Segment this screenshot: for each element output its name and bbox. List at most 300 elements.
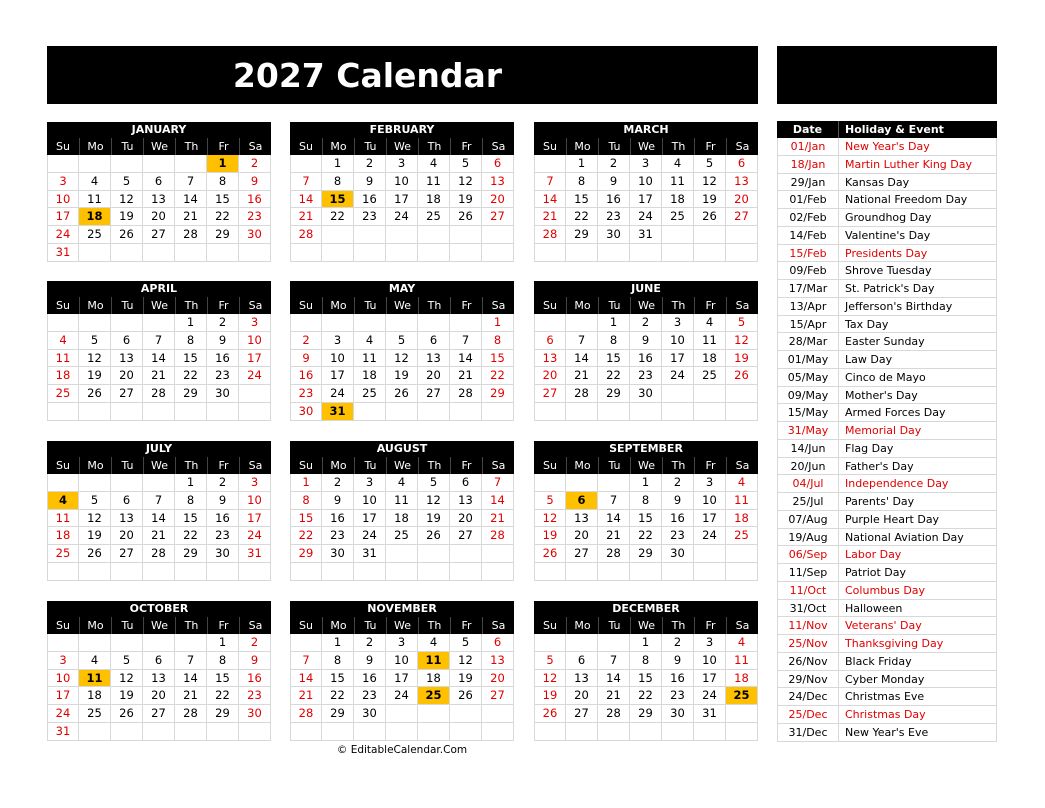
empty-day-cell — [354, 314, 386, 332]
weekday-label: Tu — [111, 297, 143, 314]
day-cell: 12 — [450, 652, 482, 670]
weekday-label: Th — [175, 457, 207, 474]
weekday-label: Su — [56, 619, 70, 632]
empty-day-cell — [418, 314, 450, 332]
holiday-row — [777, 316, 997, 334]
day-cell: 29 — [175, 545, 207, 563]
empty-day-cell — [534, 563, 566, 581]
day-cell: 7 — [143, 332, 175, 350]
empty-day-cell — [143, 634, 175, 652]
holiday-date-header: Date — [777, 121, 839, 138]
day-cell: 30 — [630, 385, 662, 403]
empty-day-cell — [386, 403, 418, 421]
day-cell: 11 — [354, 350, 386, 368]
day-cell: 1 — [175, 314, 207, 332]
weekday-label: We — [630, 297, 662, 314]
day-cell: 5 — [534, 492, 566, 510]
holiday-row — [777, 174, 997, 192]
weekday-label: Fr — [450, 457, 482, 474]
day-cell: 13 — [143, 670, 175, 688]
day-cell: 27 — [418, 385, 450, 403]
weekday-label: Tu — [598, 457, 630, 474]
day-cell: 5 — [450, 155, 482, 173]
empty-day-cell — [111, 155, 143, 173]
day-cell: 19 — [694, 191, 726, 209]
day-cell: 6 — [418, 332, 450, 350]
weekday-label: We — [143, 617, 175, 634]
day-cell: 21 — [143, 527, 175, 545]
empty-day-cell — [482, 545, 514, 563]
day-cell: 5 — [726, 314, 758, 332]
holiday-name: New Year's Eve — [839, 724, 997, 741]
empty-day-cell — [418, 705, 450, 723]
day-cell: 10 — [47, 670, 79, 688]
month-name: APRIL — [47, 281, 271, 297]
day-cell: 14 — [482, 492, 514, 510]
month-august — [290, 441, 514, 581]
empty-day-cell — [418, 226, 450, 244]
weekday-label: Th — [418, 297, 450, 314]
day-cell: 17 — [239, 510, 271, 528]
holiday-row — [777, 422, 997, 440]
day-cell: 15 — [322, 191, 354, 209]
empty-day-cell — [694, 545, 726, 563]
empty-day-cell — [175, 403, 207, 421]
day-cell: 17 — [662, 350, 694, 368]
empty-day-cell — [450, 723, 482, 741]
empty-day-cell — [450, 403, 482, 421]
empty-day-cell — [566, 634, 598, 652]
holiday-row — [777, 262, 997, 280]
empty-day-cell — [418, 723, 450, 741]
empty-day-cell — [111, 474, 143, 492]
day-cell: 16 — [662, 510, 694, 528]
day-cell: 26 — [111, 705, 143, 723]
holiday-date: 01/Jan — [777, 138, 839, 155]
holiday-row — [777, 706, 997, 724]
day-cell: 21 — [290, 208, 322, 226]
empty-day-cell — [290, 244, 322, 262]
day-cell: 5 — [418, 474, 450, 492]
holiday-date: 28/Mar — [777, 333, 839, 350]
day-cell: 27 — [482, 687, 514, 705]
empty-day-cell — [143, 563, 175, 581]
day-cell: 25 — [386, 527, 418, 545]
weekday-label: We — [143, 297, 175, 314]
weekday-label: We — [143, 138, 175, 155]
day-cell: 30 — [207, 545, 239, 563]
day-cell: 24 — [386, 687, 418, 705]
holiday-date: 17/Mar — [777, 280, 839, 297]
day-cell: 26 — [111, 226, 143, 244]
holiday-name: Thanksgiving Day — [839, 635, 997, 652]
day-cell: 15 — [290, 510, 322, 528]
calendar-title-bar — [47, 46, 758, 104]
empty-day-cell — [290, 723, 322, 741]
month-january — [47, 122, 271, 262]
day-cell: 12 — [111, 670, 143, 688]
day-cell: 3 — [322, 332, 354, 350]
empty-day-cell — [566, 474, 598, 492]
holiday-row — [777, 387, 997, 405]
weekday-label: Sa — [239, 138, 271, 155]
day-cell: 23 — [290, 385, 322, 403]
weekday-label: Tu — [111, 617, 143, 634]
day-cell: 26 — [450, 208, 482, 226]
day-cell: 29 — [207, 705, 239, 723]
day-cell: 8 — [322, 652, 354, 670]
month-name: NOVEMBER — [290, 601, 514, 617]
day-cell: 14 — [566, 350, 598, 368]
day-cell: 10 — [354, 492, 386, 510]
day-cell: 8 — [630, 492, 662, 510]
day-cell: 16 — [290, 367, 322, 385]
weekday-label: Sa — [482, 457, 514, 474]
empty-day-cell — [143, 155, 175, 173]
day-cell: 27 — [143, 226, 175, 244]
day-cell: 3 — [47, 652, 79, 670]
weekday-label: Sa — [726, 457, 758, 474]
day-cell: 6 — [450, 474, 482, 492]
empty-day-cell — [354, 226, 386, 244]
holiday-name: Father's Day — [839, 458, 997, 475]
empty-day-cell — [482, 403, 514, 421]
holiday-date: 11/Oct — [777, 582, 839, 599]
day-cell: 1 — [482, 314, 514, 332]
empty-day-cell — [598, 244, 630, 262]
weekday-label: Th — [418, 457, 450, 474]
empty-day-cell — [386, 226, 418, 244]
day-cell: 12 — [450, 173, 482, 191]
weekday-label: Tu — [354, 457, 386, 474]
empty-day-cell — [482, 723, 514, 741]
day-cell: 9 — [239, 173, 271, 191]
day-cell: 18 — [386, 510, 418, 528]
day-cell: 29 — [322, 705, 354, 723]
day-cell: 11 — [418, 652, 450, 670]
day-cell: 16 — [322, 510, 354, 528]
empty-day-cell — [111, 314, 143, 332]
day-cell: 14 — [598, 670, 630, 688]
day-cell: 31 — [354, 545, 386, 563]
day-cell: 7 — [450, 332, 482, 350]
day-cell: 29 — [290, 545, 322, 563]
day-cell: 23 — [662, 527, 694, 545]
weekday-label: Sa — [482, 138, 514, 155]
day-cell: 22 — [630, 527, 662, 545]
weekday-label: We — [630, 138, 662, 155]
day-cell: 18 — [418, 191, 450, 209]
weekday-label: Su — [543, 140, 557, 153]
empty-day-cell — [322, 226, 354, 244]
day-cell: 15 — [598, 350, 630, 368]
day-cell: 5 — [79, 332, 111, 350]
day-cell: 15 — [175, 350, 207, 368]
day-cell: 29 — [482, 385, 514, 403]
month-december — [534, 601, 758, 741]
day-cell: 10 — [386, 652, 418, 670]
day-cell: 16 — [354, 191, 386, 209]
day-cell: 4 — [694, 314, 726, 332]
weekday-label: Fr — [450, 617, 482, 634]
day-cell: 8 — [322, 173, 354, 191]
day-cell: 10 — [386, 173, 418, 191]
holiday-row — [777, 209, 997, 227]
holiday-name: Parents' Day — [839, 493, 997, 510]
empty-day-cell — [79, 474, 111, 492]
holiday-row — [777, 440, 997, 458]
day-cell: 20 — [482, 670, 514, 688]
day-cell: 27 — [111, 545, 143, 563]
day-cell: 24 — [354, 527, 386, 545]
day-cell: 1 — [598, 314, 630, 332]
day-cell: 18 — [726, 510, 758, 528]
holiday-date: 31/Oct — [777, 600, 839, 617]
day-cell: 3 — [239, 314, 271, 332]
day-grid — [47, 634, 271, 741]
holiday-date: 29/Jan — [777, 174, 839, 191]
holiday-name: Kansas Day — [839, 174, 997, 191]
day-cell: 10 — [662, 332, 694, 350]
weekday-label: We — [386, 297, 418, 314]
day-cell: 10 — [47, 191, 79, 209]
day-cell: 19 — [111, 208, 143, 226]
day-cell: 27 — [726, 208, 758, 226]
day-cell: 28 — [598, 545, 630, 563]
weekday-label: Su — [299, 619, 313, 632]
day-cell: 29 — [175, 385, 207, 403]
day-cell: 15 — [175, 510, 207, 528]
empty-day-cell — [239, 723, 271, 741]
empty-day-cell — [482, 705, 514, 723]
day-cell: 22 — [322, 208, 354, 226]
empty-day-cell — [239, 244, 271, 262]
weekday-label: Mo — [79, 617, 111, 634]
weekday-label: Su — [299, 299, 313, 312]
day-cell: 28 — [290, 705, 322, 723]
holiday-date: 09/May — [777, 387, 839, 404]
holiday-title-bar — [777, 46, 997, 104]
day-cell: 8 — [630, 652, 662, 670]
month-may — [290, 281, 514, 421]
day-cell: 5 — [111, 652, 143, 670]
day-cell: 11 — [726, 492, 758, 510]
weekday-label: Fr — [694, 617, 726, 634]
weekday-label: We — [386, 457, 418, 474]
empty-day-cell — [662, 226, 694, 244]
empty-day-cell — [418, 244, 450, 262]
day-cell: 26 — [79, 385, 111, 403]
holiday-date: 05/May — [777, 369, 839, 386]
day-cell: 14 — [450, 350, 482, 368]
day-cell: 22 — [207, 208, 239, 226]
holiday-row — [777, 280, 997, 298]
day-cell: 3 — [694, 474, 726, 492]
empty-day-cell — [322, 314, 354, 332]
holiday-row — [777, 653, 997, 671]
empty-day-cell — [534, 634, 566, 652]
day-cell: 3 — [239, 474, 271, 492]
day-cell: 11 — [386, 492, 418, 510]
holiday-row — [777, 546, 997, 564]
weekday-label: Fr — [207, 617, 239, 634]
day-cell: 22 — [322, 687, 354, 705]
holiday-row — [777, 671, 997, 689]
empty-day-cell — [598, 563, 630, 581]
holiday-name: Groundhog Day — [839, 209, 997, 226]
empty-day-cell — [79, 244, 111, 262]
day-cell: 21 — [175, 687, 207, 705]
weekday-label: Th — [175, 617, 207, 634]
weekday-label: Sa — [239, 457, 271, 474]
holiday-row — [777, 156, 997, 174]
empty-day-cell — [450, 314, 482, 332]
day-cell: 4 — [386, 474, 418, 492]
day-cell: 16 — [630, 350, 662, 368]
day-cell: 1 — [322, 634, 354, 652]
empty-day-cell — [111, 634, 143, 652]
weekday-header — [290, 297, 514, 314]
day-cell: 13 — [143, 191, 175, 209]
empty-day-cell — [386, 244, 418, 262]
empty-day-cell — [726, 226, 758, 244]
empty-day-cell — [534, 723, 566, 741]
day-cell: 24 — [47, 705, 79, 723]
day-cell: 28 — [566, 385, 598, 403]
month-name: JANUARY — [47, 122, 271, 138]
holiday-row — [777, 688, 997, 706]
day-cell: 7 — [143, 492, 175, 510]
day-cell: 28 — [175, 705, 207, 723]
day-cell: 17 — [354, 510, 386, 528]
day-cell: 9 — [207, 492, 239, 510]
holiday-row — [777, 245, 997, 263]
day-cell: 12 — [534, 510, 566, 528]
weekday-header — [534, 297, 758, 314]
day-cell: 8 — [175, 492, 207, 510]
weekday-label: Mo — [79, 138, 111, 155]
empty-day-cell — [47, 563, 79, 581]
day-cell: 26 — [534, 545, 566, 563]
empty-day-cell — [386, 723, 418, 741]
day-cell: 16 — [207, 350, 239, 368]
day-cell: 4 — [726, 474, 758, 492]
empty-day-cell — [47, 474, 79, 492]
weekday-label: Tu — [598, 617, 630, 634]
day-cell: 26 — [534, 705, 566, 723]
holiday-date: 15/May — [777, 404, 839, 421]
day-cell: 18 — [726, 670, 758, 688]
day-cell: 13 — [726, 173, 758, 191]
day-cell: 21 — [175, 208, 207, 226]
holiday-date: 18/Jan — [777, 156, 839, 173]
weekday-header — [290, 138, 514, 155]
weekday-label: Su — [56, 459, 70, 472]
holiday-date: 15/Feb — [777, 245, 839, 262]
day-cell: 28 — [143, 385, 175, 403]
weekday-label: We — [386, 617, 418, 634]
holiday-date: 14/Feb — [777, 227, 839, 244]
holiday-name: Black Friday — [839, 653, 997, 670]
empty-day-cell — [566, 403, 598, 421]
holiday-name: Mother's Day — [839, 387, 997, 404]
holiday-name: Armed Forces Day — [839, 404, 997, 421]
day-cell: 14 — [534, 191, 566, 209]
holiday-date: 02/Feb — [777, 209, 839, 226]
day-cell: 23 — [354, 208, 386, 226]
empty-day-cell — [47, 155, 79, 173]
day-cell: 12 — [386, 350, 418, 368]
day-cell: 5 — [386, 332, 418, 350]
weekday-label: Th — [175, 138, 207, 155]
day-cell: 5 — [79, 492, 111, 510]
day-cell: 1 — [322, 155, 354, 173]
empty-day-cell — [290, 634, 322, 652]
day-grid — [290, 474, 514, 581]
weekday-label: Tu — [111, 457, 143, 474]
day-cell: 11 — [418, 173, 450, 191]
day-cell: 10 — [630, 173, 662, 191]
holiday-date: 25/Dec — [777, 706, 839, 723]
day-cell: 10 — [239, 332, 271, 350]
day-cell: 24 — [322, 385, 354, 403]
day-cell: 13 — [566, 510, 598, 528]
empty-day-cell — [598, 634, 630, 652]
day-cell: 3 — [354, 474, 386, 492]
day-cell: 15 — [207, 670, 239, 688]
empty-day-cell — [79, 634, 111, 652]
holiday-name: Halloween — [839, 600, 997, 617]
day-cell: 2 — [354, 155, 386, 173]
holiday-row — [777, 138, 997, 156]
day-cell: 2 — [662, 634, 694, 652]
day-cell: 4 — [79, 173, 111, 191]
day-cell: 19 — [534, 527, 566, 545]
day-cell: 26 — [386, 385, 418, 403]
holiday-row — [777, 493, 997, 511]
empty-day-cell — [290, 155, 322, 173]
holiday-date: 06/Sep — [777, 546, 839, 563]
month-march — [534, 122, 758, 262]
holiday-date: 13/Apr — [777, 298, 839, 315]
holiday-name: New Year's Day — [839, 138, 997, 155]
weekday-label: Sa — [239, 617, 271, 634]
holiday-row — [777, 475, 997, 493]
calendar-title: 2027 Calendar — [232, 55, 503, 95]
day-cell: 15 — [482, 350, 514, 368]
day-cell: 28 — [482, 527, 514, 545]
day-cell: 3 — [386, 634, 418, 652]
day-cell: 10 — [239, 492, 271, 510]
day-cell: 22 — [566, 208, 598, 226]
day-cell: 8 — [175, 332, 207, 350]
holiday-name: Patriot Day — [839, 564, 997, 581]
day-cell: 13 — [482, 652, 514, 670]
empty-day-cell — [450, 563, 482, 581]
day-cell: 11 — [47, 510, 79, 528]
day-cell: 31 — [694, 705, 726, 723]
day-cell: 11 — [47, 350, 79, 368]
empty-day-cell — [450, 545, 482, 563]
day-cell: 2 — [598, 155, 630, 173]
holiday-name: National Aviation Day — [839, 529, 997, 546]
day-cell: 4 — [662, 155, 694, 173]
day-cell: 18 — [418, 670, 450, 688]
empty-day-cell — [566, 563, 598, 581]
day-cell: 17 — [694, 670, 726, 688]
weekday-label: Sa — [482, 617, 514, 634]
day-cell: 22 — [175, 527, 207, 545]
